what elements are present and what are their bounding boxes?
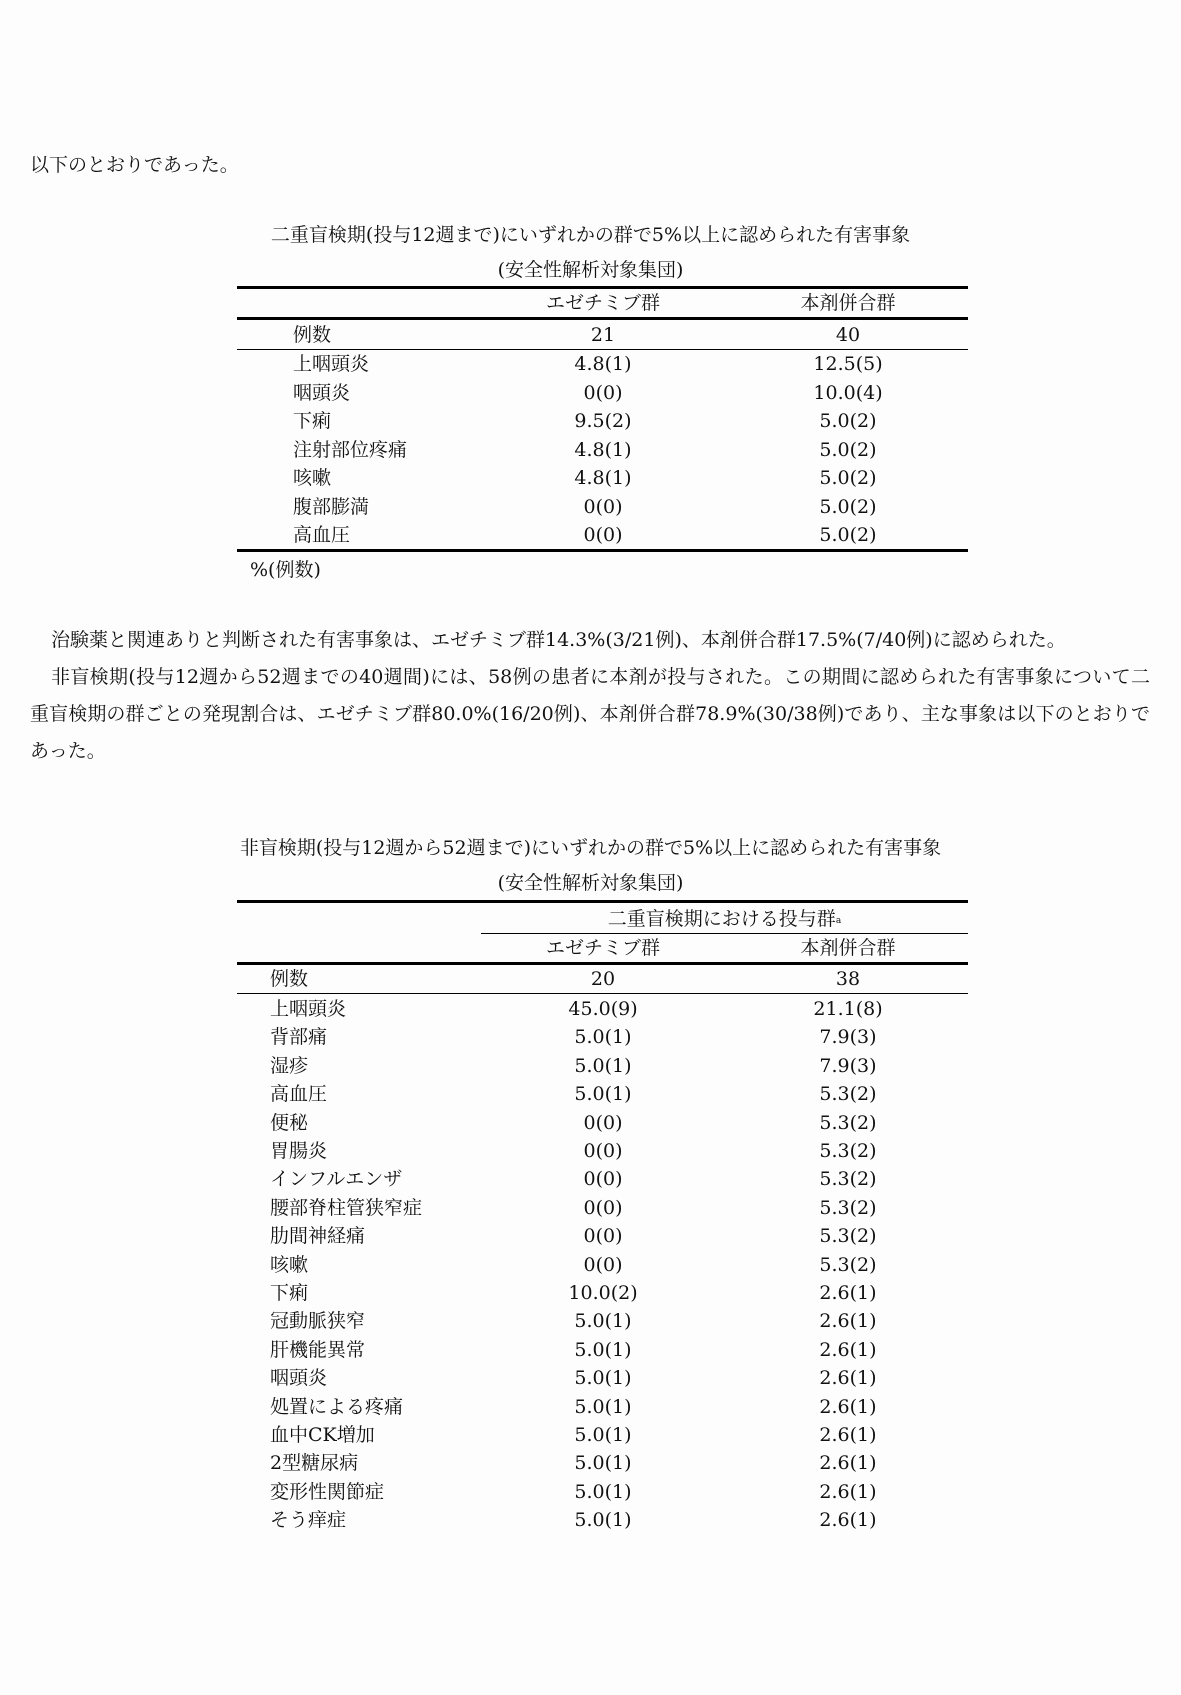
table-row	[237, 1336, 968, 1364]
cell-ezetimibe: 9.5(2)	[574, 410, 632, 432]
table2-col-ezetimibe: エゼチミブ群	[545, 937, 661, 959]
row-label: 腹部膨満	[293, 495, 370, 518]
table1-n-combination: 40	[835, 324, 861, 346]
cell-ezetimibe: 5.0(1)	[574, 1338, 632, 1361]
table-row	[237, 1165, 968, 1193]
cell-ezetimibe: 0(0)	[583, 1225, 623, 1248]
cell-combination: 12.5(5)	[813, 353, 883, 375]
cell-combination: 5.0(2)	[819, 524, 877, 546]
table-row	[237, 1080, 968, 1108]
row-label: 咽頭炎	[293, 381, 351, 404]
cell-combination: 5.3(2)	[819, 1196, 877, 1219]
cell-combination: 2.6(1)	[819, 1367, 877, 1390]
row-label: そう痒症	[270, 1509, 347, 1532]
table-row	[237, 1109, 968, 1137]
cell-combination: 5.0(2)	[819, 410, 877, 432]
table-row	[237, 1052, 968, 1080]
row-label: 湿疹	[270, 1054, 309, 1077]
cell-ezetimibe: 5.0(1)	[574, 1395, 632, 1418]
table-row	[237, 1023, 968, 1051]
row-label: 胃腸炎	[270, 1140, 328, 1162]
row-label: 腰部脊柱管狭窄症	[270, 1196, 423, 1219]
row-label: 注射部位疼痛	[293, 438, 408, 461]
cell-combination: 2.6(1)	[819, 1424, 877, 1446]
row-label: 咳嗽	[293, 467, 332, 489]
cell-ezetimibe: 5.0(1)	[574, 1054, 632, 1077]
cell-combination: 5.3(2)	[819, 1253, 877, 1276]
cell-combination: 5.0(2)	[819, 495, 877, 518]
table-row	[237, 1421, 968, 1449]
table2	[237, 0, 968, 1600]
row-label: 肝機能異常	[270, 1338, 366, 1361]
table-row	[237, 1194, 968, 1222]
row-label: 冠動脈狭窄	[270, 1310, 366, 1333]
table-row	[237, 1251, 968, 1279]
table2-n-rule	[237, 993, 968, 994]
row-label: 肋間神経痛	[270, 1225, 366, 1248]
cell-ezetimibe: 5.0(1)	[574, 1367, 632, 1390]
table-row	[237, 1449, 968, 1477]
row-label: 2型糖尿病	[270, 1452, 359, 1475]
table2-n-ezetimibe: 20	[590, 968, 616, 990]
cell-combination: 2.6(1)	[819, 1480, 877, 1503]
cell-combination: 5.0(2)	[819, 438, 877, 461]
table2-n-label: 例数	[270, 968, 309, 990]
cell-ezetimibe: 0(0)	[583, 381, 623, 404]
row-label: 咳嗽	[270, 1253, 309, 1276]
cell-ezetimibe: 5.0(1)	[574, 1083, 632, 1106]
row-label: 処置による疼痛	[270, 1395, 404, 1418]
cell-ezetimibe: 5.0(1)	[574, 1509, 632, 1532]
table-row	[237, 1393, 968, 1421]
row-label: 変形性関節症	[270, 1480, 385, 1503]
row-label: 血中CK増加	[270, 1424, 375, 1446]
cell-ezetimibe: 0(0)	[583, 1196, 623, 1219]
table2-col-combination: 本剤併合群	[800, 937, 896, 959]
row-label: 高血圧	[270, 1083, 328, 1106]
table2-title: 非盲検期(投与12週から52週まで)にいずれかの群で5%以上に認められた有害事象	[239, 837, 942, 859]
row-label: インフルエンザ	[270, 1168, 403, 1191]
cell-combination: 5.3(2)	[819, 1083, 877, 1106]
cell-ezetimibe: 5.0(1)	[574, 1452, 632, 1475]
table1-n-ezetimibe: 21	[590, 324, 616, 346]
cell-combination: 2.6(1)	[819, 1452, 877, 1475]
table1-col-ezetimibe: エゼチミブ群	[545, 292, 661, 314]
paragraph-open-label-period: 非盲検期(投与12週から52週までの40週間)には、58例の患者に本剤が投与された。この期間に認められた有害事象について二重盲検期の群ごとの発現割合は、エゼチミブ群80.0%(16/20例)、本剤併合群78.9%(30/38例)であり、主な事象は以下のとおりであった。	[30, 666, 1150, 762]
table2-spanning-header: 二重盲検期における投与群	[607, 908, 836, 930]
cell-ezetimibe: 0(0)	[583, 1253, 623, 1276]
table1-footnote: %(例数)	[250, 559, 321, 581]
table-row	[237, 1478, 968, 1506]
cell-ezetimibe: 5.0(1)	[574, 1026, 632, 1049]
table2-header-row	[237, 934, 968, 962]
cell-ezetimibe: 4.8(1)	[574, 467, 632, 489]
row-label: 便秘	[270, 1111, 309, 1134]
cell-ezetimibe: 0(0)	[583, 524, 623, 546]
table1-col-combination: 本剤併合群	[800, 292, 896, 314]
table2-subtitle: (安全性解析対象集団)	[497, 872, 684, 894]
table-row	[237, 1307, 968, 1335]
table2-spanning-header-row	[237, 905, 968, 933]
row-label: 下痢	[270, 1282, 309, 1304]
cell-combination: 2.6(1)	[819, 1509, 877, 1532]
cell-combination: 2.6(1)	[819, 1338, 877, 1361]
cell-ezetimibe: 4.8(1)	[574, 353, 632, 375]
cell-combination: 2.6(1)	[819, 1310, 877, 1333]
cell-ezetimibe: 5.0(1)	[574, 1480, 632, 1503]
paragraph-related-events: 治験薬と関連ありと判断された有害事象は、エゼチミブ群14.3%(3/21例)、本剤併合群17.5%(7/40例)に認められた。	[51, 629, 1066, 651]
row-label: 背部痛	[270, 1026, 328, 1049]
table1-subtitle: (安全性解析対象集団)	[497, 259, 684, 281]
table1-title: 二重盲検期(投与12週まで)にいずれかの群で5%以上に認められた有害事象	[270, 224, 911, 246]
cell-ezetimibe: 10.0(2)	[568, 1282, 638, 1304]
table1-n-label: 例数	[293, 324, 332, 346]
table-row	[237, 1137, 968, 1165]
cell-combination: 10.0(4)	[813, 381, 883, 404]
cell-ezetimibe: 4.8(1)	[574, 438, 632, 461]
table-row	[237, 1222, 968, 1250]
cell-ezetimibe: 5.0(1)	[574, 1310, 632, 1333]
row-label: 上咽頭炎	[293, 353, 370, 375]
row-label: 上咽頭炎	[270, 998, 347, 1020]
cell-ezetimibe: 45.0(9)	[568, 998, 638, 1020]
table2-n-combination: 38	[835, 968, 861, 990]
cell-combination: 5.3(2)	[819, 1140, 877, 1162]
table-row	[237, 1279, 968, 1307]
cell-combination: 5.3(2)	[819, 1168, 877, 1191]
table-row	[237, 1364, 968, 1392]
table2-n-row	[237, 965, 968, 993]
footnote-marker-a: a	[835, 916, 842, 926]
intro-text: 以下のとおりであった。	[30, 154, 239, 176]
cell-combination: 7.9(3)	[819, 1054, 877, 1077]
cell-combination: 2.6(1)	[819, 1395, 877, 1418]
cell-ezetimibe: 0(0)	[583, 495, 623, 518]
table-row	[237, 995, 968, 1023]
cell-combination: 2.6(1)	[819, 1282, 877, 1304]
row-label: 下痢	[293, 410, 332, 432]
cell-ezetimibe: 0(0)	[583, 1140, 623, 1162]
table-row	[237, 1506, 968, 1534]
table2-top-rule	[237, 900, 968, 903]
cell-combination: 5.3(2)	[819, 1225, 877, 1248]
cell-combination: 5.3(2)	[819, 1111, 877, 1134]
cell-combination: 5.0(2)	[819, 467, 877, 489]
cell-ezetimibe: 5.0(1)	[574, 1424, 632, 1446]
cell-combination: 21.1(8)	[813, 998, 883, 1020]
row-label: 咽頭炎	[270, 1367, 328, 1390]
cell-combination: 7.9(3)	[819, 1026, 877, 1049]
cell-ezetimibe: 0(0)	[583, 1111, 623, 1134]
row-label: 高血圧	[293, 524, 351, 546]
cell-ezetimibe: 0(0)	[583, 1168, 623, 1191]
